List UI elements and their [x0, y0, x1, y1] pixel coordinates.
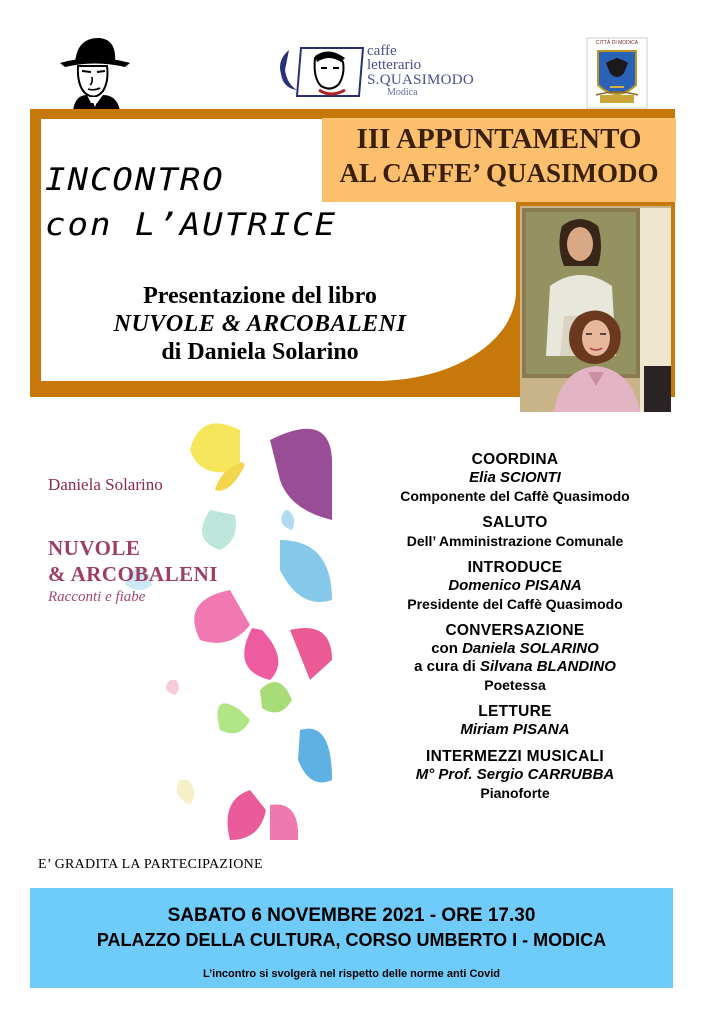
incontro-subtitle: con L’AUTRICE	[45, 206, 338, 244]
author-photo-icon	[520, 206, 671, 412]
program-coordina	[350, 450, 680, 505]
person-name: Elia SCIONTI	[469, 469, 561, 486]
program-list	[350, 450, 680, 810]
quasimodo-portrait-icon	[55, 33, 135, 111]
logo-line-letterario: letterario	[367, 57, 422, 73]
conversation-care	[350, 658, 680, 676]
person-role: Presidente del Caffè Quasimodo	[407, 596, 623, 612]
with-prefix: con	[431, 640, 463, 657]
program-saluto	[350, 513, 680, 550]
section-heading: CONVERSAZIONE	[445, 622, 585, 639]
book-subtitle: Racconti e fiabe	[48, 589, 146, 605]
author-line: di Daniela Solarino	[161, 339, 359, 365]
book-cover	[30, 400, 332, 850]
presentation-line: Presentazione del libro	[143, 283, 377, 309]
participation-note: E’ GRADITA LA PARTECIPAZIONE	[38, 857, 263, 872]
section-heading: SALUTO	[482, 514, 548, 531]
program-introduce	[350, 558, 680, 613]
logo-line-quasimodo: S.QUASIMODO	[367, 72, 475, 88]
appointment-subtitle: AL CAFFE’ QUASIMODO	[339, 158, 659, 188]
book-title-line: NUVOLE & ARCOBALENI	[113, 311, 407, 337]
program-conversazione	[350, 621, 680, 694]
city-crest-label: CITTÀ DI MODICA	[595, 40, 639, 46]
event-place: PALAZZO DELLA CULTURA, CORSO UMBERTO I - MODICA	[96, 930, 607, 950]
person-name: Miriam PISANA	[460, 721, 570, 738]
care-prefix: a cura di	[414, 658, 480, 675]
appointment-title: III APPUNTAMENTO	[356, 123, 642, 155]
caffe-letterario-logo	[275, 40, 475, 102]
person-role: Componente del Caffè Quasimodo	[400, 488, 630, 504]
person-name: Domenico PISANA	[448, 577, 582, 594]
event-date: SABATO 6 NOVEMBRE 2021 - ORE 17.30	[167, 905, 536, 926]
covid-note: L’incontro si svolgerà nel rispetto delle norme anti Covid	[202, 968, 501, 980]
incontro-title: INCONTRO	[45, 161, 225, 199]
section-heading: COORDINA	[471, 451, 559, 468]
city-crest-icon	[586, 37, 648, 109]
person-name: Daniela SOLARINO	[462, 640, 599, 657]
program-letture	[350, 702, 680, 739]
logo-line-caffe: caffe	[367, 43, 397, 59]
section-heading: INTRODUCE	[467, 559, 563, 576]
logo-line-modica: Modica	[387, 87, 418, 98]
person-role: Pianoforte	[480, 785, 550, 801]
conversation-with	[350, 640, 680, 658]
section-heading: INTERMEZZI MUSICALI	[426, 748, 604, 765]
person-role: Dell’ Amministrazione Comunale	[406, 533, 624, 549]
book-title-2: & ARCOBALENI	[48, 562, 218, 586]
section-heading: LETTURE	[478, 703, 552, 720]
caffe-face-icon	[275, 40, 367, 102]
butterflies-illustration-icon	[30, 400, 332, 850]
book-title-1: NUVOLE	[48, 536, 141, 560]
person-role: Poetessa	[484, 677, 546, 693]
person-name: M° Prof. Sergio CARRUBBA	[415, 766, 615, 783]
program-intermezzi	[350, 747, 680, 802]
person-name: Silvana BLANDINO	[480, 658, 616, 675]
book-author: Daniela Solarino	[48, 475, 163, 494]
